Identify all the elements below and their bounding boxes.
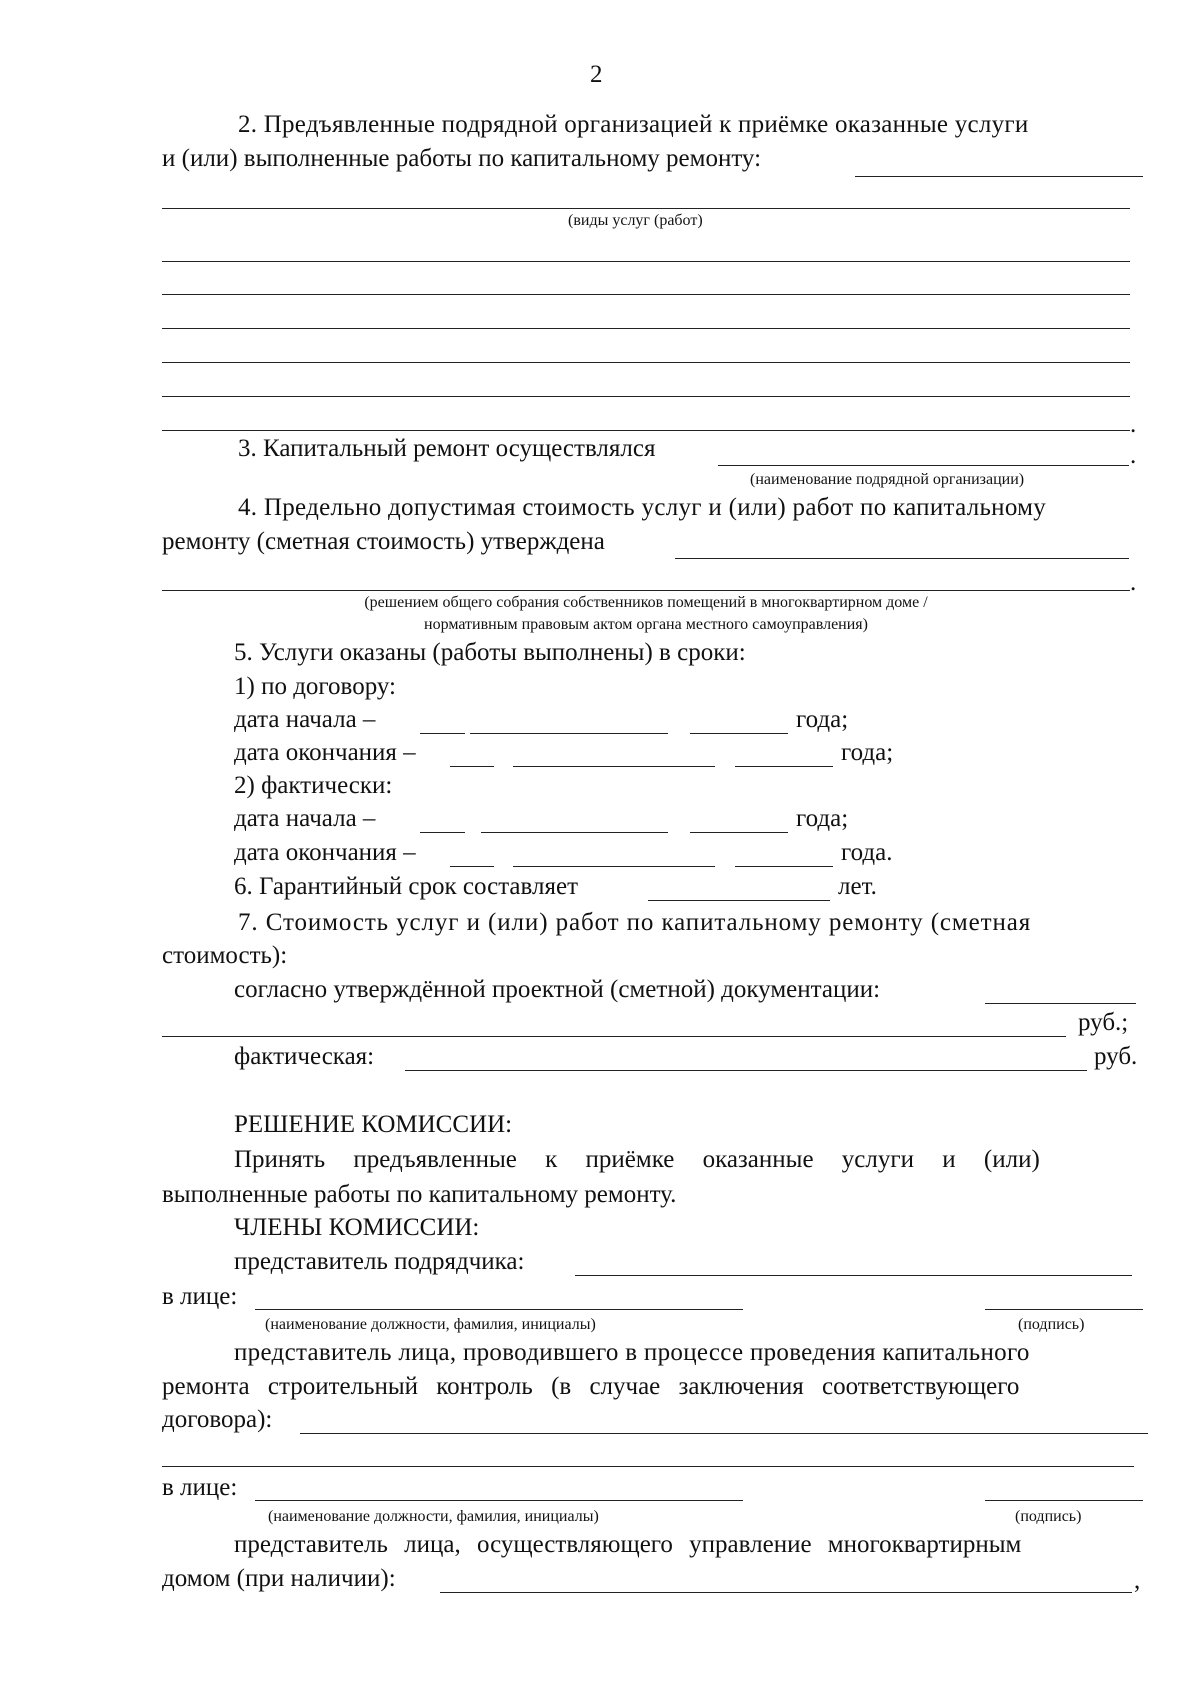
contract-end-month[interactable] [513, 766, 715, 767]
control-rep-blank-1[interactable] [300, 1433, 1148, 1434]
actual-cost-label: фактическая: [234, 1043, 375, 1070]
section-4-line-2: ремонту (сметная стоимость) утверждена [162, 528, 605, 555]
contract-start-year-unit: года; [796, 706, 849, 733]
services-line[interactable] [162, 362, 1130, 363]
approval-line[interactable] [162, 590, 1130, 591]
manager-rep-end: , [1134, 1567, 1141, 1594]
actual-label: 2) фактически: [234, 772, 393, 799]
section-6-text: 6. Гарантийный срок составляет [234, 873, 578, 900]
services-blank[interactable] [855, 176, 1143, 177]
actual-start-label: дата начала – [234, 805, 376, 832]
decision-title: РЕШЕНИЕ КОМИССИИ: [234, 1111, 513, 1138]
page-number: 2 [590, 61, 603, 88]
contractor-rep-label: представитель подрядчика: [234, 1248, 525, 1275]
control-sign-blank[interactable] [985, 1500, 1143, 1501]
actual-end-label: дата окончания – [234, 839, 416, 866]
contract-end-day[interactable] [450, 766, 494, 767]
control-person-blank[interactable] [255, 1500, 743, 1501]
by-contract-label: 1) по договору: [234, 673, 396, 700]
control-rep-line-3: договора): [162, 1406, 273, 1433]
control-rep-blank-2[interactable] [162, 1466, 1134, 1467]
docs-cost-blank-2[interactable] [162, 1036, 1066, 1037]
manager-rep-line-2: домом (при наличии): [162, 1565, 396, 1592]
contract-end-year[interactable] [735, 766, 833, 767]
actual-start-year-unit: года; [796, 805, 849, 832]
contract-end-year-unit: года; [841, 739, 894, 766]
control-rep-line-2: ремонта строительный контроль (в случае заключения соответствующего [162, 1373, 1020, 1400]
services-line[interactable] [162, 294, 1130, 295]
actual-end-year-unit: года. [841, 839, 893, 866]
actual-start-day[interactable] [420, 832, 465, 833]
approval-caption-1: (решением общего собрания собственников помещений в многоквартирном доме / [364, 594, 928, 611]
contractor-caption: (наименование подрядной организации) [750, 471, 1025, 488]
rub-2: руб. [1094, 1043, 1138, 1070]
contract-start-label: дата начала – [234, 706, 376, 733]
approval-caption-2: нормативным правовым актом органа местного самоуправления) [424, 616, 868, 633]
contractor-person-blank[interactable] [255, 1309, 743, 1310]
section-4-end: . [1130, 569, 1137, 596]
section-7-line-2: стоимость): [162, 942, 288, 969]
by-docs-label: согласно утверждённой проектной (сметной) документации: [234, 976, 881, 1003]
services-line[interactable] [162, 396, 1130, 397]
in-person-label-1: в лице: [162, 1283, 238, 1310]
services-line[interactable] [162, 328, 1130, 329]
decision-line-1: Принять предъявленные к приёмке оказанные услуги и (или) [234, 1146, 1040, 1173]
services-line[interactable] [162, 208, 1130, 209]
approval-blank[interactable] [675, 558, 1129, 559]
services-line[interactable] [162, 261, 1130, 262]
manager-rep-line-1: представитель лица, осуществляющего управление многоквартирным [234, 1531, 1022, 1558]
section-3-end: . [1130, 442, 1137, 469]
person-caption-2: (наименование должности, фамилия, инициалы) [268, 1508, 599, 1525]
actual-cost-blank[interactable] [405, 1070, 1087, 1071]
actual-end-year[interactable] [735, 866, 833, 867]
services-line[interactable] [162, 430, 1130, 431]
members-title: ЧЛЕНЫ КОМИССИИ: [234, 1214, 480, 1241]
control-rep-line-1: представитель лица, проводившего в процессе проведения капитального [234, 1339, 1030, 1366]
warranty-unit: лет. [838, 873, 877, 900]
actual-start-year[interactable] [690, 832, 788, 833]
section-2-line-2: и (или) выполненные работы по капитальному ремонту: [162, 145, 762, 172]
actual-end-day[interactable] [450, 866, 494, 867]
sign-caption-2: (подпись) [1015, 1508, 1082, 1525]
contract-start-day[interactable] [420, 733, 465, 734]
docs-cost-blank-1[interactable] [985, 1003, 1136, 1004]
section-5-title: 5. Услуги оказаны (работы выполнены) в сроки: [234, 639, 746, 666]
decision-line-2: выполненные работы по капитальному ремонту. [162, 1181, 677, 1208]
contractor-sign-blank[interactable] [985, 1309, 1143, 1310]
actual-start-month[interactable] [481, 832, 668, 833]
rub-1: руб.; [1078, 1009, 1129, 1036]
sign-caption-1: (подпись) [1018, 1316, 1085, 1333]
contract-end-label: дата окончания – [234, 739, 416, 766]
contractor-rep-blank[interactable] [575, 1275, 1132, 1276]
section-4-line-1: 4. Предельно допустимая стоимость услуг и (или) работ по капитальному [238, 494, 1047, 521]
actual-end-month[interactable] [513, 866, 715, 867]
section-7-line-1: 7. Стоимость услуг и (или) работ по капитальному ремонту (сметная [238, 909, 1032, 936]
services-end: . [1130, 411, 1137, 438]
services-caption: (виды услуг (работ) [568, 212, 703, 229]
in-person-label-2: в лице: [162, 1474, 238, 1501]
contract-start-month[interactable] [470, 733, 668, 734]
warranty-blank[interactable] [648, 900, 830, 901]
manager-rep-blank[interactable] [440, 1592, 1132, 1593]
section-2-line-1: 2. Предъявленные подрядной организацией к приёмке оказанные услуги [238, 111, 1029, 138]
section-3-text: 3. Капитальный ремонт осуществлялся [238, 435, 656, 462]
contractor-name-blank[interactable] [718, 465, 1129, 466]
person-caption-1: (наименование должности, фамилия, инициалы) [265, 1316, 596, 1333]
contract-start-year[interactable] [690, 733, 788, 734]
